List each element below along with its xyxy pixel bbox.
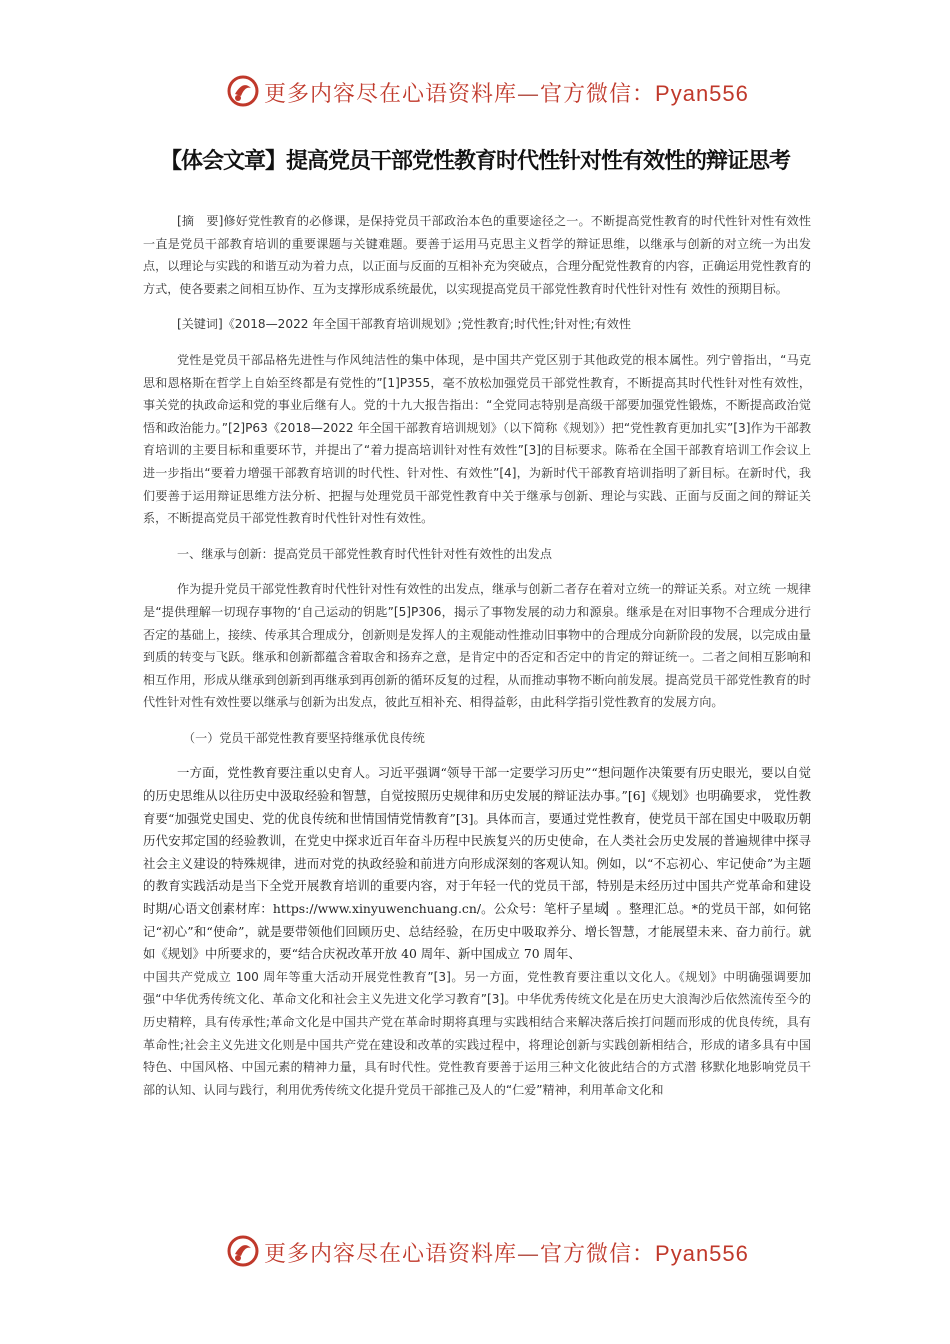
banner-wechat-label: 官方微信： (540, 1242, 656, 1267)
section-heading: 一、继承与创新：提高党员干部党性教育时代性针对性有效性的出发点 (177, 546, 552, 561)
banner-wechat-label: 官方微信： (540, 82, 656, 107)
banner-dash: — (517, 1242, 541, 1267)
subsection-heading: （一）党员干部党性教育要坚持继承优良传统 (183, 730, 425, 745)
footer-banner (0, 1232, 950, 1272)
banner-wechat-id: Pyan556 (655, 81, 749, 106)
subsection-paragraph: 一方面，党性教育要注重以史育人。习近平强调“领导干部一定要学习历史”“想问题作决策要有历史眼光，要以自觉的历史思维从以往历史中汲取经验和智慧，自觉按照历史规律和历史发展的辩证法办事。”[6]《规划》也明确要求， 党性教育要“加强党史国史、党的优良传统和世情国情党情教育”[3]。具体而言，要通过党性教育，使党员干部在国史中吸取历朝历代安邦定国的经验教训，在党史中探求近百年奋斗历程中民族复兴的历史使命，在人类社会历史发展的普遍规律中探寻社会主义建设的特殊规律，进而对党的执政经验和前进方向形成深刻的客观认知。例如，以“不忘初心、牢记使命”为主题的教育实践活动是当下全党开展教育培训的重要内容，对于年轻一代的党员干部，特别是未经历过中国共产党革命和建设时期/心语文创素材库：https://www.xinyuwenchuang.cn/。公众号：笔杆子星域▏。整理汇总。*的党员干部，如何铭记“初心”和“使命”，就是要带领他们回顾历史、总结经验，在历史中吸取养分、增长智慧，才能展望未来、奋力前行。就如《规划》中所要求的，要“结合庆祝改革开放 40 周年、新中国成立 70 周年、 (143, 765, 811, 962)
header-banner (0, 72, 950, 112)
banner-slogan: 更多内容尽在心语资料库 (264, 1242, 518, 1267)
banner-text (264, 1237, 749, 1268)
page-title: 【体会文章】提高党员干部党性教育时代性针对性有效性的辩证思考 (159, 149, 790, 174)
brand-logo-icon (226, 1234, 260, 1268)
intro-paragraph: 党性是党员干部品格先进性与作风纯洁性的集中体现，是中国共产党区别于其他政党的根本属性。列宁曾指出，“马克思和恩格斯在哲学上自始至终都是有党性的”[1]P355，毫不放松加强党员干部党性教育，不断提高其时代性针对性有效性，事关党的执政命运和党的事业后继有人。党的十九大报告指出：“全党同志特别是高级干部要加强党性锻炼，不断提高政治觉悟和政治能力。”[2]P63《2018—2022 年全国干部教育培训规划》（以下简称《规划》）把“党性教育更加扎实”[3]作为干部教育培训的主要目标和重要环节，并提出了“着力提高培训针对性有效性”[3]的目标要求。陈希在全国干部教育培训工作会议上进一步指出“要着力增强干部教育培训的时代性、针对性、有效性”[4]，为新时代干部教育培训指明了新目标。在新时代，我们要善于运用辩证思维方法分析、把握与处理党员干部党性教育中关于继承与创新、理论与实践、正面与反面之间的辩证关系，不断提高党员干部党性教育时代性针对性有效性。 (143, 352, 811, 526)
abstract-paragraph: [摘 要]修好党性教育的必修课，是保持党员干部政治本色的重要途径之一。不断提高党性教育的时代性针对性有效性一直是党员干部教育培训的重要课题与关键难题。要善于运用马克思主义哲学的辩证思维，以继承与创新的对立统一为出发点，以理论与实践的和谐互动为着力点，以正面与反面的互相补充为突破点，合理分配党性教育的内容，正确运用党性教育的方式，使各要素之间相互协作、互为支撑形成系统最优，以实现提高党员干部党性教育时代性针对性有 效性的预期目标。 (143, 214, 811, 296)
banner-slogan: 更多内容尽在心语资料库 (264, 82, 518, 107)
subsection-paragraph-continued: 中国共产党成立 100 周年等重大活动开展党性教育”[3]。另一方面，党性教育要注重以文化人。《规划》中明确强调要加强“中华优秀传统文化、革命文化和社会主义先进文化学习教育”[3]。中华优秀传统文化是在历史大浪淘沙后依然流传至今的历史精粹，具有传承性;革命文化是中国共产党在革命时期将真理与实践相结合来解决落后挨打问题而形成的优良传统，具有革命性;社会主义先进文化则是中国共产党在建设和改革的实践过程中，将理论创新与实践创新相结合，形成的诸多具有中国特色、中国风格、中国元素的精神力量，具有时代性。党性教育要善于运用三种文化彼此结合的方式潜 移默化地影响党员干部的认知、认同与践行，利用优秀传统文化提升党员干部推己及人的“仁爱”精神，利用革命文化和 (143, 969, 811, 1097)
section-paragraph: 作为提升党员干部党性教育时代性针对性有效性的出发点，继承与创新二者存在着对立统一的辩证关系。对立统 一规律是“提供理解一切现存事物的‘自己运动的钥匙”[5]P306，揭示了事物发展的动力和源泉。继承是在对旧事物不合理成分进行否定的基础上，接续、传承其合理成分，创新则是发挥人的主观能动性推动旧事物中的合理成分向新阶段的发展，以完成由量到质的转变与飞跃。继承和创新都蕴含着取舍和扬弃之意，是肯定中的否定和否定中的肯定的辩证统一。二者之间相互影响和相互作用，形成从继承到创新到再继承到再创新的循环反复的过程，从而推动事物不断向前发展。提高党员干部党性教育的时代性针对性有效性要以继承与创新为出发点，彼此互相补充、相得益彰，由此科学指引党性教育的发展方向。 (143, 582, 811, 710)
banner-text (264, 77, 749, 108)
keywords-paragraph: [关键词]《2018—2022 年全国干部教育培训规划》;党性教育;时代性;针对性;有效性 (177, 317, 631, 332)
brand-logo-icon (226, 74, 260, 108)
article-body (143, 210, 811, 1114)
banner-wechat-id: Pyan556 (655, 1241, 749, 1266)
banner-dash: — (517, 82, 541, 107)
